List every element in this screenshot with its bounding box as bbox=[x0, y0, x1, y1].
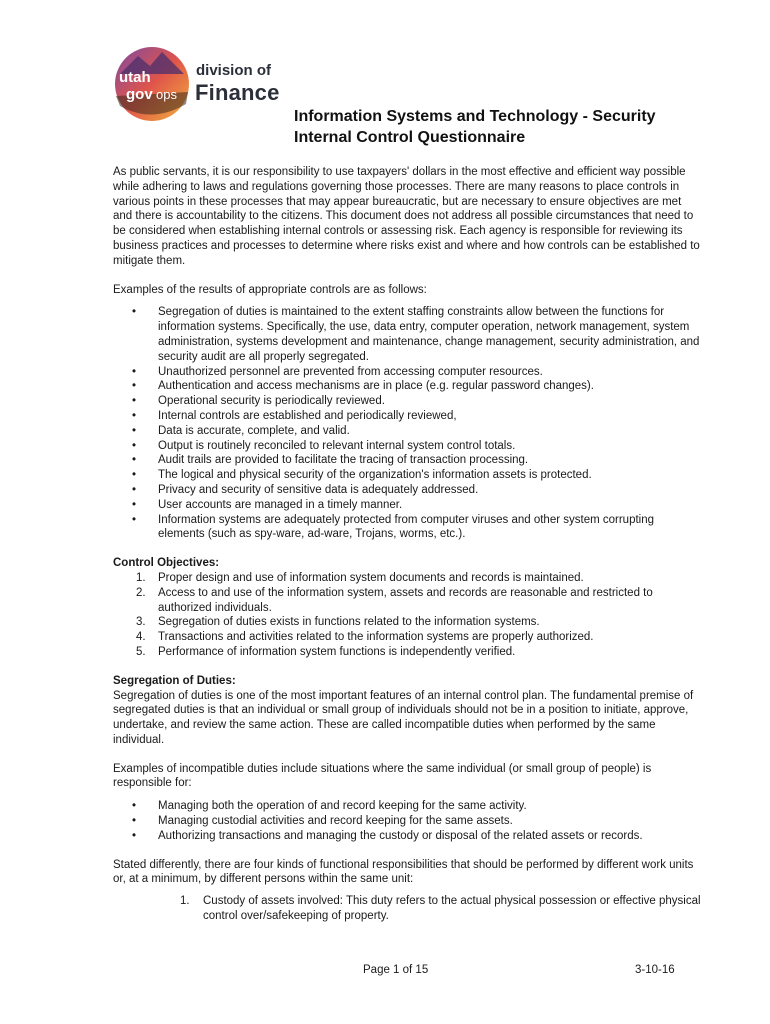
utah-badge-icon bbox=[112, 44, 192, 128]
segregation-paragraph-2: Examples of incompatible duties include situations where the same individual (or small group of people) is responsible for: bbox=[113, 762, 652, 790]
page-number: Page 1 of 15 bbox=[363, 964, 429, 976]
list-item: 1. Custody of assets involved: This duty refers to the actual physical possession or effective physical control over/safekeeping of property. bbox=[180, 895, 701, 923]
examples-intro: Examples of the results of appropriate controls are as follows: bbox=[113, 283, 427, 296]
document-date: 3-10-16 bbox=[635, 964, 675, 976]
list-item: • Data is accurate, complete, and valid. bbox=[132, 424, 350, 437]
list-item: • The logical and physical security of the organization's information assets is protected. bbox=[132, 469, 592, 482]
list-item: • Authorizing transactions and managing the custody or disposal of the related assets or records. bbox=[132, 829, 643, 842]
list-item: 3. Segregation of duties exists in functions related to the information systems. bbox=[136, 616, 540, 629]
svg-text:gov: gov bbox=[126, 86, 153, 103]
list-item: • Unauthorized personnel are prevented from accessing computer resources. bbox=[132, 365, 543, 378]
svg-text:utah: utah bbox=[119, 69, 151, 86]
document-body bbox=[113, 165, 703, 924]
responsibilities-list bbox=[113, 894, 703, 924]
list-item: • User accounts are managed in a timely manner. bbox=[132, 498, 403, 511]
list-item: • Internal controls are established and periodically reviewed, bbox=[132, 409, 457, 422]
segregation-heading: Segregation of Duties: bbox=[113, 674, 236, 687]
list-item: 2. Access to and use of the information system, assets and records are reasonable and restricted to authorized individuals. bbox=[136, 586, 653, 614]
examples-list bbox=[113, 305, 703, 542]
list-item: • Audit trails are provided to facilitate the tracing of transaction processing. bbox=[132, 454, 529, 467]
intro-paragraph: As public servants, it is our responsibility to use taxpayers' dollars in the most effective and efficient way possible while adhering to laws and regulations governing those processes. There are many reasons to place controls in various points in these processes that may appear bureaucratic, but are necessary to ensure objectives are met and there is accountability to the citizens. This document does not address all possible circumstances that need to be considered when establishing internal controls or assessing risk. Each agency is responsible for reviewing its business practices and processes to determine where risks exist and where and how controls can be established to mitigate them. bbox=[113, 166, 700, 267]
logo-finance-text: Finance bbox=[195, 80, 280, 105]
segregation-paragraph-3: Stated differently, there are four kinds of functional responsibilities that should be performed by different work units or, at a minimum, by different persons within the same unit: bbox=[113, 858, 694, 886]
list-item: • Segregation of duties is maintained to the extent staffing constraints allow between the functions for information systems. Specifically, the use, data entry, computer operation, network management, system administration, systems development and maintenance, change management, security administration, and security audit are all properly segregated. bbox=[132, 306, 700, 363]
list-item: • Privacy and security of sensitive data is adequately addressed. bbox=[132, 483, 479, 496]
logo-division-text: division of bbox=[196, 62, 271, 79]
list-item: • Operational security is periodically reviewed. bbox=[132, 395, 385, 408]
list-item: • Output is routinely reconciled to relevant internal system control totals. bbox=[132, 439, 516, 452]
svg-text:ops: ops bbox=[156, 87, 177, 102]
incompatible-duties-list bbox=[113, 799, 703, 843]
document-title bbox=[294, 106, 734, 148]
list-item: • Managing both the operation of and record keeping for the same activity. bbox=[132, 800, 527, 813]
control-objectives-list bbox=[113, 571, 703, 660]
segregation-paragraph-1: Segregation of duties is one of the most important features of an internal control plan. The fundamental premise of segregated duties is that an individual or small group of individuals should not be in a position to initiate, approve, undertake, and review the same action. These are called incompatible duties when performed by the same individual. bbox=[113, 689, 694, 746]
list-item: 1. Proper design and use of information system documents and records is maintained. bbox=[136, 571, 584, 584]
list-item: • Managing custodial activities and record keeping for the same assets. bbox=[132, 815, 513, 828]
list-item: 4. Transactions and activities related to the information systems are properly authorized. bbox=[136, 631, 594, 644]
list-item: 5. Performance of information system functions is independently verified. bbox=[136, 645, 516, 658]
list-item: • Authentication and access mechanisms are in place (e.g. regular password changes). bbox=[132, 380, 594, 393]
title-line-1: Information Systems and Technology - Security bbox=[294, 108, 656, 125]
list-item: • Information systems are adequately protected from computer viruses and other system corrupting elements (such as spy-ware, ad-ware, Trojans, worms, etc.). bbox=[132, 513, 655, 541]
title-line-2: Internal Control Questionnaire bbox=[294, 129, 526, 146]
control-objectives-heading: Control Objectives: bbox=[113, 557, 220, 570]
